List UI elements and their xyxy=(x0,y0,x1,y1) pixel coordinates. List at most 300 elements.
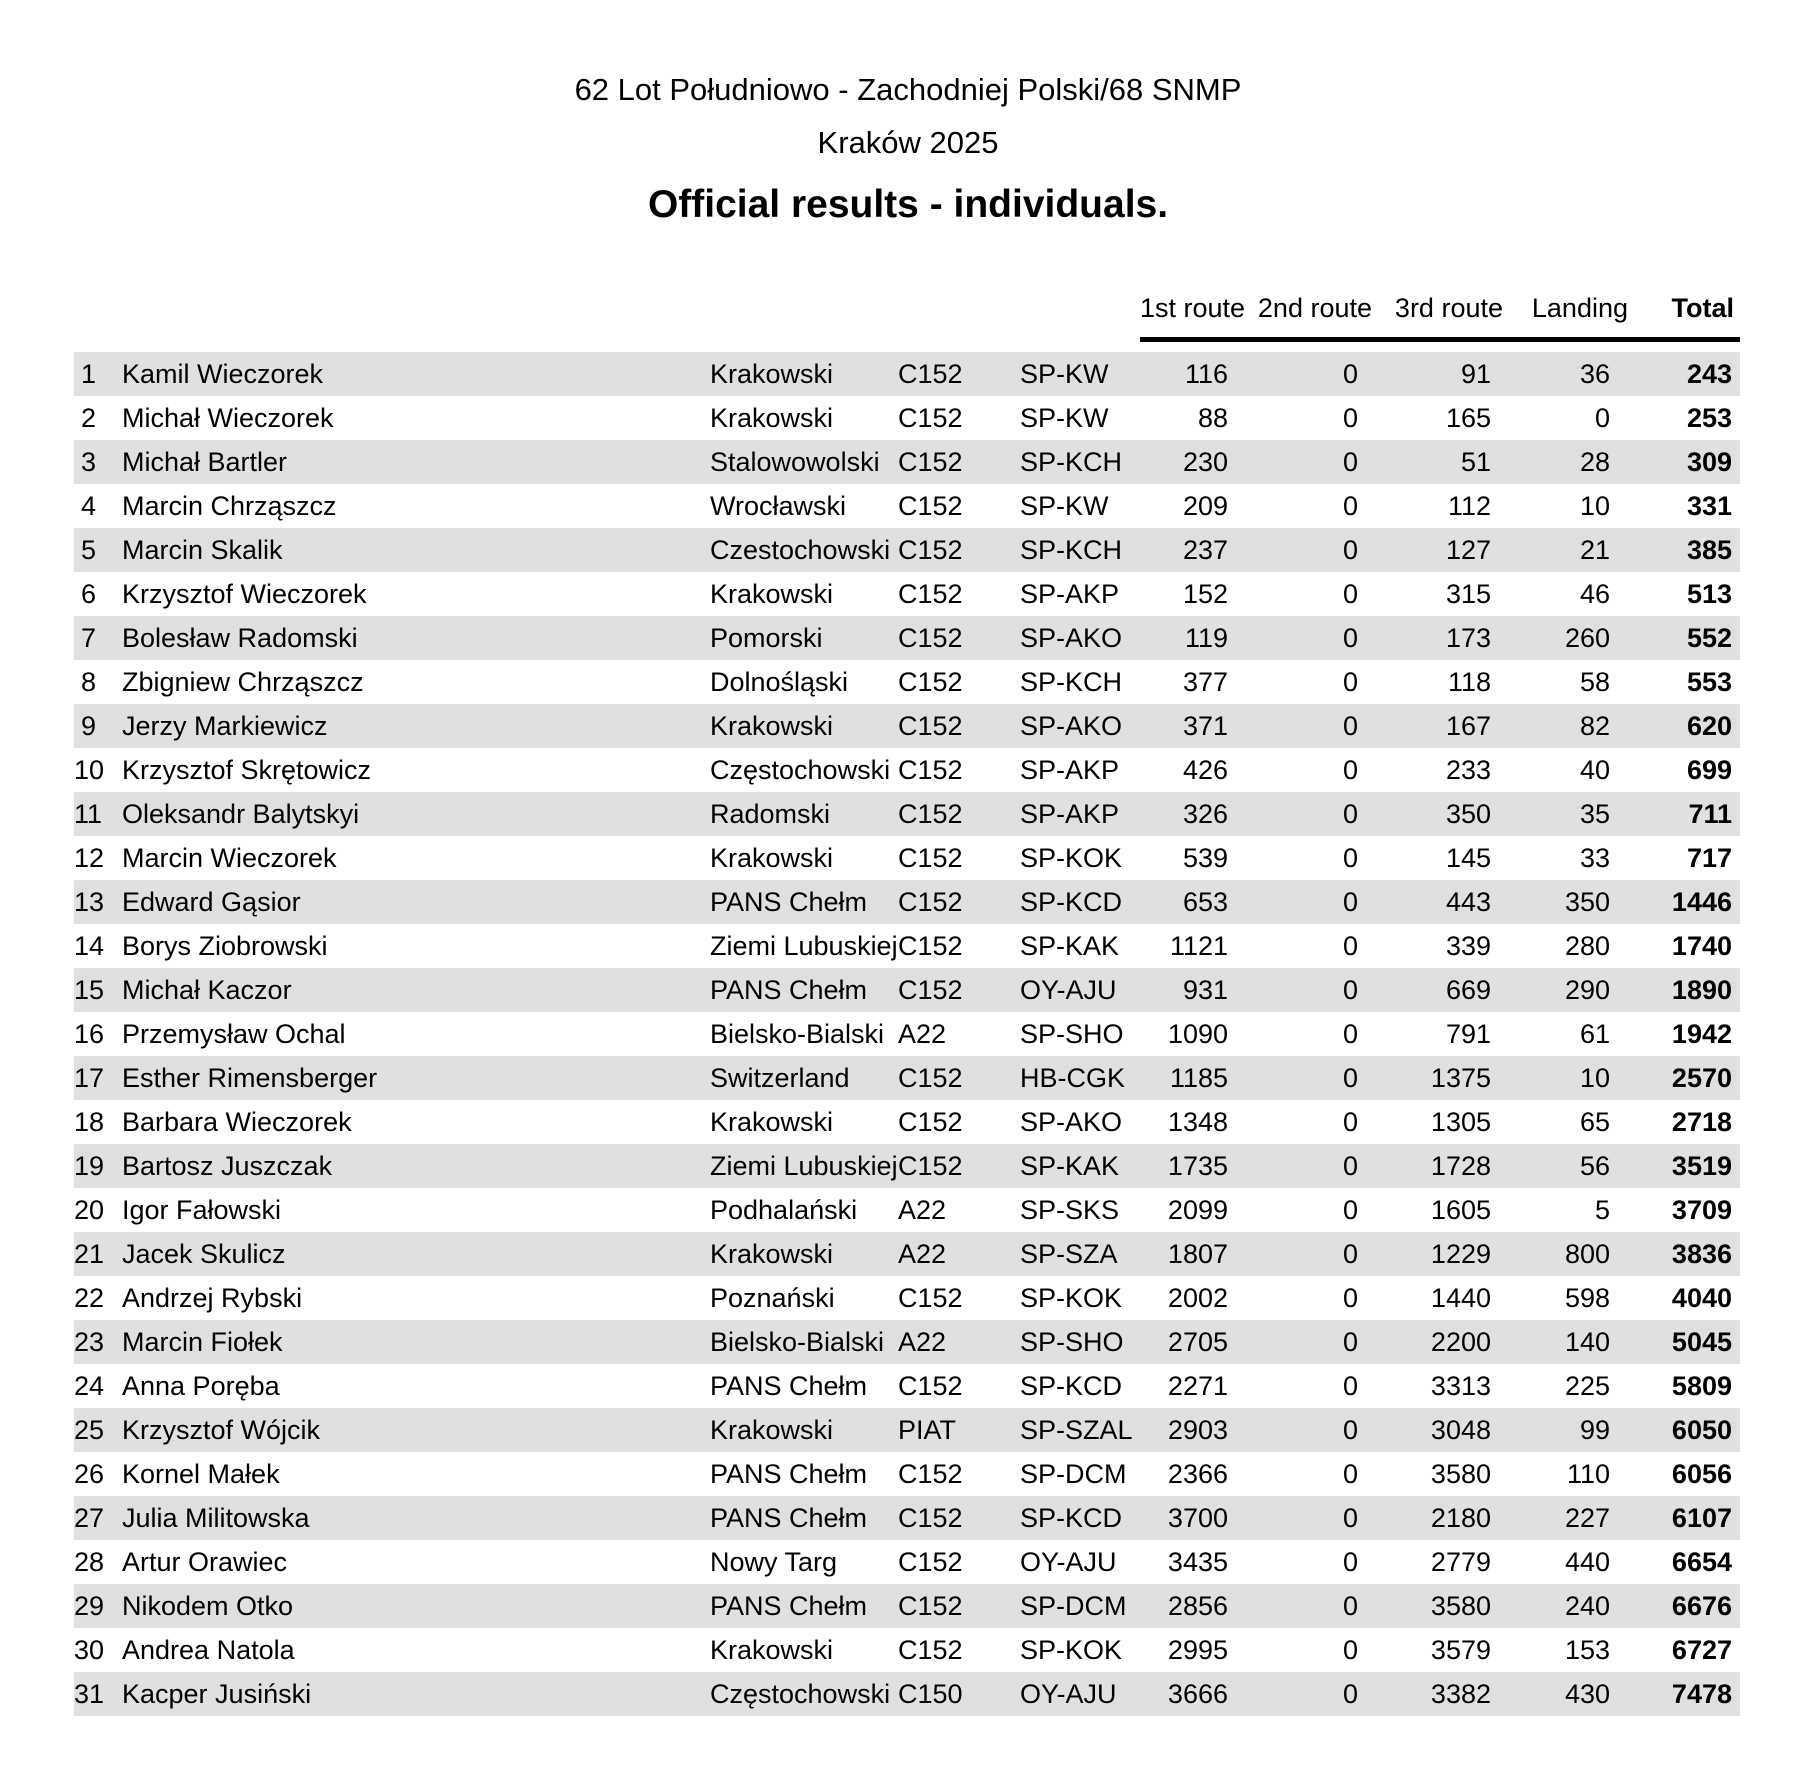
pilot-name-cell: Michał Kaczor xyxy=(122,974,292,1005)
route2-score-cell: 0 xyxy=(1342,622,1358,653)
route3-score-cell: 3313 xyxy=(1430,1370,1491,1401)
route3-score-cell: 118 xyxy=(1447,666,1491,697)
col-header-2nd-route: 2nd route xyxy=(1236,292,1372,342)
rank-cell: 26 xyxy=(74,1458,105,1489)
route2-score-cell: 0 xyxy=(1342,1062,1358,1093)
landing-score-cell: 0 xyxy=(1594,402,1610,433)
rank-cell: 1 xyxy=(80,358,96,389)
landing-score-cell: 430 xyxy=(1564,1678,1610,1709)
total-score-cell: 6050 xyxy=(1671,1414,1732,1445)
route3-score-cell: 145 xyxy=(1445,842,1491,873)
total-score-cell: 7478 xyxy=(1671,1678,1732,1709)
route2-score-cell: 0 xyxy=(1342,1678,1358,1709)
registration-cell: SP-DCM xyxy=(1020,1458,1127,1489)
route1-score-cell: 2856 xyxy=(1167,1590,1228,1621)
route2-score-cell: 0 xyxy=(1342,710,1358,741)
pilot-name-cell: Julia Militowska xyxy=(122,1502,310,1533)
pilot-name-cell: Nikodem Otko xyxy=(122,1590,294,1621)
aircraft-type-cell: C152 xyxy=(898,1150,963,1181)
pilot-name-cell: Bolesław Radomski xyxy=(122,622,358,653)
landing-score-cell: 82 xyxy=(1579,710,1610,741)
route1-score-cell: 371 xyxy=(1182,710,1228,741)
pilot-name-cell: Marcin Skalik xyxy=(122,534,283,565)
route3-score-cell: 3580 xyxy=(1430,1458,1491,1489)
total-score-cell: 5045 xyxy=(1671,1326,1732,1357)
result-row xyxy=(74,1452,1740,1496)
region-cell: Wrocławski xyxy=(710,490,847,521)
registration-cell: SP-KCD xyxy=(1020,886,1123,917)
rank-cell: 25 xyxy=(74,1414,105,1445)
region-cell: Switzerland xyxy=(710,1062,850,1093)
route3-score-cell: 2180 xyxy=(1430,1502,1491,1533)
header-spacer-row xyxy=(74,342,1740,352)
landing-score-cell: 140 xyxy=(1564,1326,1610,1357)
result-row xyxy=(74,1188,1740,1232)
route2-score-cell: 0 xyxy=(1342,358,1358,389)
route1-score-cell: 1807 xyxy=(1167,1238,1228,1269)
registration-cell: HB-CGK xyxy=(1020,1062,1126,1093)
pilot-name-cell: Andrzej Rybski xyxy=(122,1282,303,1313)
registration-cell: SP-KW xyxy=(1020,358,1109,389)
route3-score-cell: 1375 xyxy=(1430,1062,1491,1093)
registration-cell: SP-KOK xyxy=(1020,1282,1123,1313)
result-row xyxy=(74,572,1740,616)
total-score-cell: 711 xyxy=(1688,798,1732,829)
route1-score-cell: 2705 xyxy=(1167,1326,1228,1357)
col-header-aircraft-empty xyxy=(898,292,1020,342)
landing-score-cell: 65 xyxy=(1579,1106,1610,1137)
region-cell: Bielsko-Bialski xyxy=(710,1326,885,1357)
total-score-cell: 3836 xyxy=(1671,1238,1732,1269)
route2-score-cell: 0 xyxy=(1342,1414,1358,1445)
registration-cell: SP-KCH xyxy=(1020,534,1123,565)
pilot-name-cell: Bartosz Juszczak xyxy=(122,1150,333,1181)
region-cell: Podhalański xyxy=(710,1194,858,1225)
result-row xyxy=(74,1320,1740,1364)
total-score-cell: 1446 xyxy=(1671,886,1732,917)
route2-score-cell: 0 xyxy=(1342,578,1358,609)
registration-cell: SP-KOK xyxy=(1020,1634,1123,1665)
registration-cell: SP-KCH xyxy=(1020,446,1123,477)
aircraft-type-cell: A22 xyxy=(898,1326,947,1357)
route2-score-cell: 0 xyxy=(1342,534,1358,565)
aircraft-type-cell: C152 xyxy=(898,1590,963,1621)
region-cell: Krakowski xyxy=(710,402,834,433)
landing-score-cell: 10 xyxy=(1579,1062,1610,1093)
pilot-name-cell: Krzysztof Wójcik xyxy=(122,1414,321,1445)
registration-cell: SP-DCM xyxy=(1020,1590,1127,1621)
result-row xyxy=(74,836,1740,880)
total-score-cell: 6727 xyxy=(1671,1634,1732,1665)
route2-score-cell: 0 xyxy=(1342,1194,1358,1225)
total-score-cell: 6056 xyxy=(1671,1458,1732,1489)
aircraft-type-cell: C152 xyxy=(898,974,963,1005)
pilot-name-cell: Marcin Wieczorek xyxy=(122,842,337,873)
landing-score-cell: 10 xyxy=(1579,490,1610,521)
aircraft-type-cell: C152 xyxy=(898,1370,963,1401)
col-header-1st-route: 1st route xyxy=(1140,292,1236,342)
region-cell: Częstochowski xyxy=(710,754,891,785)
result-row xyxy=(74,352,1740,396)
rank-cell: 11 xyxy=(74,798,103,829)
pilot-name-cell: Artur Orawiec xyxy=(122,1546,288,1577)
total-score-cell: 5809 xyxy=(1671,1370,1732,1401)
route3-score-cell: 1605 xyxy=(1430,1194,1491,1225)
pilot-name-cell: Barbara Wieczorek xyxy=(122,1106,352,1137)
result-row xyxy=(74,1584,1740,1628)
landing-score-cell: 46 xyxy=(1579,578,1610,609)
aircraft-type-cell: A22 xyxy=(898,1018,947,1049)
header-spacer-cell xyxy=(74,342,1740,352)
route3-score-cell: 112 xyxy=(1447,490,1491,521)
route3-score-cell: 167 xyxy=(1445,710,1491,741)
result-row xyxy=(74,968,1740,1012)
rank-cell: 16 xyxy=(74,1018,105,1049)
landing-score-cell: 36 xyxy=(1579,358,1610,389)
route1-score-cell: 1348 xyxy=(1167,1106,1228,1137)
registration-cell: SP-SHO xyxy=(1020,1018,1124,1049)
route3-score-cell: 1728 xyxy=(1430,1150,1491,1181)
result-row xyxy=(74,1496,1740,1540)
result-row xyxy=(74,1276,1740,1320)
rank-cell: 17 xyxy=(74,1062,105,1093)
rank-cell: 4 xyxy=(80,490,96,521)
registration-cell: SP-SKS xyxy=(1020,1194,1120,1225)
route2-score-cell: 0 xyxy=(1342,974,1358,1005)
route1-score-cell: 2271 xyxy=(1167,1370,1228,1401)
pilot-name-cell: Krzysztof Wieczorek xyxy=(122,578,367,609)
total-score-cell: 3519 xyxy=(1671,1150,1732,1181)
total-score-cell: 1890 xyxy=(1671,974,1732,1005)
region-cell: Poznański xyxy=(710,1282,835,1313)
total-score-cell: 6676 xyxy=(1671,1590,1732,1621)
region-cell: PANS Chełm xyxy=(710,1502,868,1533)
total-score-cell: 6107 xyxy=(1671,1502,1732,1533)
result-row xyxy=(74,616,1740,660)
result-row xyxy=(74,1540,1740,1584)
total-score-cell: 717 xyxy=(1686,842,1732,873)
result-row xyxy=(74,792,1740,836)
document-title: Official results - individuals. xyxy=(647,183,1169,226)
total-score-cell: 1740 xyxy=(1671,930,1732,961)
route2-score-cell: 0 xyxy=(1342,1370,1358,1401)
region-cell: Nowy Targ xyxy=(710,1546,838,1577)
route1-score-cell: 1735 xyxy=(1167,1150,1228,1181)
aircraft-type-cell: A22 xyxy=(898,1194,947,1225)
route1-score-cell: 2903 xyxy=(1167,1414,1228,1445)
region-cell: PANS Chełm xyxy=(710,886,868,917)
pilot-name-cell: Marcin Fiołek xyxy=(122,1326,283,1357)
rank-cell: 28 xyxy=(74,1546,105,1577)
route2-score-cell: 0 xyxy=(1342,1458,1358,1489)
region-cell: Bielsko-Bialski xyxy=(710,1018,885,1049)
registration-cell: SP-AKO xyxy=(1020,710,1123,741)
route1-score-cell: 426 xyxy=(1182,754,1228,785)
route1-score-cell: 377 xyxy=(1182,666,1228,697)
region-cell: PANS Chełm xyxy=(710,1458,868,1489)
landing-score-cell: 110 xyxy=(1566,1458,1610,1489)
landing-score-cell: 227 xyxy=(1564,1502,1610,1533)
result-row xyxy=(74,1364,1740,1408)
route3-score-cell: 233 xyxy=(1445,754,1491,785)
col-header-name-empty xyxy=(100,292,710,342)
route1-score-cell: 326 xyxy=(1182,798,1228,829)
region-cell: Krakowski xyxy=(710,578,834,609)
route2-score-cell: 0 xyxy=(1342,446,1358,477)
landing-score-cell: 350 xyxy=(1564,886,1610,917)
route3-score-cell: 791 xyxy=(1445,1018,1491,1049)
registration-cell: SP-KAK xyxy=(1020,1150,1120,1181)
registration-cell: SP-AKO xyxy=(1020,622,1123,653)
aircraft-type-cell: C152 xyxy=(898,1546,963,1577)
route2-score-cell: 0 xyxy=(1342,1326,1358,1357)
aircraft-type-cell: C152 xyxy=(898,534,963,565)
pilot-name-cell: Jacek Skulicz xyxy=(122,1238,286,1269)
rank-cell: 24 xyxy=(74,1370,105,1401)
result-row xyxy=(74,660,1740,704)
region-cell: Krakowski xyxy=(710,358,834,389)
route3-score-cell: 669 xyxy=(1445,974,1491,1005)
route1-score-cell: 1090 xyxy=(1167,1018,1228,1049)
rank-cell: 30 xyxy=(74,1634,105,1665)
rank-cell: 31 xyxy=(74,1678,105,1709)
region-cell: Ziemi Lubuskiej xyxy=(710,930,898,961)
route3-score-cell: 51 xyxy=(1460,446,1491,477)
total-score-cell: 385 xyxy=(1686,534,1732,565)
route1-score-cell: 3700 xyxy=(1167,1502,1228,1533)
registration-cell: OY-AJU xyxy=(1020,1678,1117,1709)
landing-score-cell: 21 xyxy=(1579,534,1610,565)
region-cell: Krakowski xyxy=(710,1106,834,1137)
rank-cell: 2 xyxy=(80,402,96,433)
pilot-name-cell: Zbigniew Chrząszcz xyxy=(122,666,364,697)
rank-cell: 27 xyxy=(74,1502,105,1533)
rank-cell: 22 xyxy=(74,1282,105,1313)
route1-score-cell: 1121 xyxy=(1169,930,1228,961)
col-header-region-empty xyxy=(710,292,898,342)
pilot-name-cell: Esther Rimensberger xyxy=(122,1062,378,1093)
registration-cell: SP-AKP xyxy=(1020,754,1120,785)
aircraft-type-cell: C152 xyxy=(898,1106,963,1137)
route2-score-cell: 0 xyxy=(1342,1150,1358,1181)
registration-cell: SP-SZAL xyxy=(1020,1414,1133,1445)
rank-cell: 29 xyxy=(74,1590,105,1621)
rank-cell: 10 xyxy=(74,754,105,785)
region-cell: Krakowski xyxy=(710,710,834,741)
region-cell: Częstochowski xyxy=(710,1678,891,1709)
rank-cell: 23 xyxy=(74,1326,105,1357)
route2-score-cell: 0 xyxy=(1342,1282,1358,1313)
result-row xyxy=(74,1232,1740,1276)
landing-score-cell: 800 xyxy=(1564,1238,1610,1269)
registration-cell: SP-SHO xyxy=(1020,1326,1124,1357)
landing-score-cell: 5 xyxy=(1594,1194,1610,1225)
total-score-cell: 513 xyxy=(1686,578,1732,609)
results-table-body xyxy=(74,352,1740,1716)
rank-cell: 6 xyxy=(80,578,96,609)
route1-score-cell: 230 xyxy=(1182,446,1228,477)
col-header-registration-empty xyxy=(1020,292,1140,342)
region-cell: Stalowowolski xyxy=(710,446,880,477)
result-row xyxy=(74,1628,1740,1672)
aircraft-type-cell: C152 xyxy=(898,710,963,741)
route1-score-cell: 931 xyxy=(1182,974,1228,1005)
route3-score-cell: 165 xyxy=(1445,402,1491,433)
landing-score-cell: 240 xyxy=(1564,1590,1610,1621)
aircraft-type-cell: C152 xyxy=(898,842,963,873)
aircraft-type-cell: C152 xyxy=(898,1502,963,1533)
aircraft-type-cell: C152 xyxy=(898,490,963,521)
route2-score-cell: 0 xyxy=(1342,798,1358,829)
route3-score-cell: 173 xyxy=(1445,622,1491,653)
registration-cell: SP-AKP xyxy=(1020,578,1120,609)
route1-score-cell: 653 xyxy=(1182,886,1228,917)
result-row xyxy=(74,1056,1740,1100)
total-score-cell: 553 xyxy=(1686,666,1732,697)
region-cell: Czestochowski xyxy=(710,534,891,565)
region-cell: PANS Chełm xyxy=(710,1590,868,1621)
route2-score-cell: 0 xyxy=(1342,1018,1358,1049)
route2-score-cell: 0 xyxy=(1342,886,1358,917)
route1-score-cell: 2995 xyxy=(1167,1634,1228,1665)
registration-cell: OY-AJU xyxy=(1020,974,1117,1005)
aircraft-type-cell: C152 xyxy=(898,754,963,785)
total-score-cell: 3709 xyxy=(1671,1194,1732,1225)
rank-cell: 7 xyxy=(80,622,96,653)
route1-score-cell: 2099 xyxy=(1167,1194,1228,1225)
aircraft-type-cell: C152 xyxy=(898,578,963,609)
aircraft-type-cell: C152 xyxy=(898,446,963,477)
aircraft-type-cell: C152 xyxy=(898,1282,963,1313)
rank-cell: 21 xyxy=(74,1238,105,1269)
region-cell: PANS Chełm xyxy=(710,1370,868,1401)
aircraft-type-cell: A22 xyxy=(898,1238,947,1269)
result-row xyxy=(74,924,1740,968)
pilot-name-cell: Krzysztof Skrętowicz xyxy=(122,754,372,785)
total-score-cell: 4040 xyxy=(1671,1282,1732,1313)
competition-location-year: Kraków 2025 xyxy=(817,125,999,160)
route1-score-cell: 539 xyxy=(1182,842,1228,873)
col-header-landing: Landing xyxy=(1503,292,1628,342)
pilot-name-cell: Marcin Chrząszcz xyxy=(122,490,337,521)
region-cell: Ziemi Lubuskiej xyxy=(710,1150,898,1181)
result-row xyxy=(74,704,1740,748)
result-row xyxy=(74,1012,1740,1056)
pilot-name-cell: Przemysław Ochal xyxy=(122,1018,346,1049)
total-score-cell: 620 xyxy=(1686,710,1732,741)
route2-score-cell: 0 xyxy=(1342,1106,1358,1137)
col-header-3rd-route: 3rd route xyxy=(1372,292,1503,342)
result-row xyxy=(74,1408,1740,1452)
pilot-name-cell: Edward Gąsior xyxy=(122,886,301,917)
route2-score-cell: 0 xyxy=(1342,842,1358,873)
result-row xyxy=(74,1672,1740,1716)
route2-score-cell: 0 xyxy=(1342,1546,1358,1577)
route1-score-cell: 209 xyxy=(1182,490,1228,521)
region-cell: PANS Chełm xyxy=(710,974,868,1005)
rank-cell: 3 xyxy=(80,446,96,477)
route2-score-cell: 0 xyxy=(1342,754,1358,785)
route3-score-cell: 3579 xyxy=(1430,1634,1491,1665)
landing-score-cell: 153 xyxy=(1564,1634,1610,1665)
registration-cell: SP-AKO xyxy=(1020,1106,1123,1137)
aircraft-type-cell: C152 xyxy=(898,666,963,697)
result-row xyxy=(74,880,1740,924)
route2-score-cell: 0 xyxy=(1342,402,1358,433)
landing-score-cell: 35 xyxy=(1579,798,1610,829)
region-cell: Krakowski xyxy=(710,1414,834,1445)
result-row xyxy=(74,528,1740,572)
result-row xyxy=(74,440,1740,484)
pilot-name-cell: Michał Bartler xyxy=(122,446,288,477)
rank-cell: 12 xyxy=(74,842,105,873)
region-cell: Krakowski xyxy=(710,1634,834,1665)
total-score-cell: 253 xyxy=(1686,402,1732,433)
col-header-total: Total xyxy=(1628,292,1740,342)
aircraft-type-cell: C150 xyxy=(898,1678,963,1709)
landing-score-cell: 260 xyxy=(1564,622,1610,653)
route1-score-cell: 1185 xyxy=(1169,1062,1228,1093)
registration-cell: SP-KAK xyxy=(1020,930,1120,961)
aircraft-type-cell: C152 xyxy=(898,358,963,389)
region-cell: Pomorski xyxy=(710,622,823,653)
route1-score-cell: 116 xyxy=(1184,358,1228,389)
registration-cell: OY-AJU xyxy=(1020,1546,1117,1577)
route1-score-cell: 2366 xyxy=(1167,1458,1228,1489)
route1-score-cell: 2002 xyxy=(1167,1282,1228,1313)
registration-cell: SP-KW xyxy=(1020,402,1109,433)
aircraft-type-cell: C152 xyxy=(898,1062,963,1093)
route2-score-cell: 0 xyxy=(1342,1590,1358,1621)
rank-cell: 18 xyxy=(74,1106,105,1137)
route1-score-cell: 152 xyxy=(1182,578,1228,609)
landing-score-cell: 598 xyxy=(1564,1282,1610,1313)
total-score-cell: 552 xyxy=(1686,622,1732,653)
result-row xyxy=(74,484,1740,528)
rank-cell: 20 xyxy=(74,1194,105,1225)
landing-score-cell: 440 xyxy=(1564,1546,1610,1577)
route2-score-cell: 0 xyxy=(1342,1634,1358,1665)
route3-score-cell: 339 xyxy=(1445,930,1491,961)
landing-score-cell: 99 xyxy=(1579,1414,1610,1445)
route2-score-cell: 0 xyxy=(1342,666,1358,697)
registration-cell: SP-AKP xyxy=(1020,798,1120,829)
pilot-name-cell: Andrea Natola xyxy=(122,1634,295,1665)
region-cell: Radomski xyxy=(710,798,831,829)
col-header-rank-empty xyxy=(74,292,100,342)
region-cell: Krakowski xyxy=(710,842,834,873)
landing-score-cell: 58 xyxy=(1579,666,1610,697)
total-score-cell: 243 xyxy=(1686,358,1732,389)
route1-score-cell: 237 xyxy=(1182,534,1228,565)
route1-score-cell: 3435 xyxy=(1167,1546,1228,1577)
pilot-name-cell: Kornel Małek xyxy=(122,1458,280,1489)
landing-score-cell: 225 xyxy=(1564,1370,1610,1401)
aircraft-type-cell: C152 xyxy=(898,402,963,433)
route2-score-cell: 0 xyxy=(1342,1502,1358,1533)
results-table xyxy=(74,292,1740,1716)
landing-score-cell: 33 xyxy=(1579,842,1610,873)
registration-cell: SP-KW xyxy=(1020,490,1109,521)
rank-cell: 5 xyxy=(80,534,96,565)
pilot-name-cell: Anna Poręba xyxy=(122,1370,280,1401)
result-row xyxy=(74,748,1740,792)
route3-score-cell: 1229 xyxy=(1430,1238,1491,1269)
route2-score-cell: 0 xyxy=(1342,490,1358,521)
route3-score-cell: 315 xyxy=(1445,578,1491,609)
registration-cell: SP-KOK xyxy=(1020,842,1123,873)
route3-score-cell: 2779 xyxy=(1430,1546,1491,1577)
